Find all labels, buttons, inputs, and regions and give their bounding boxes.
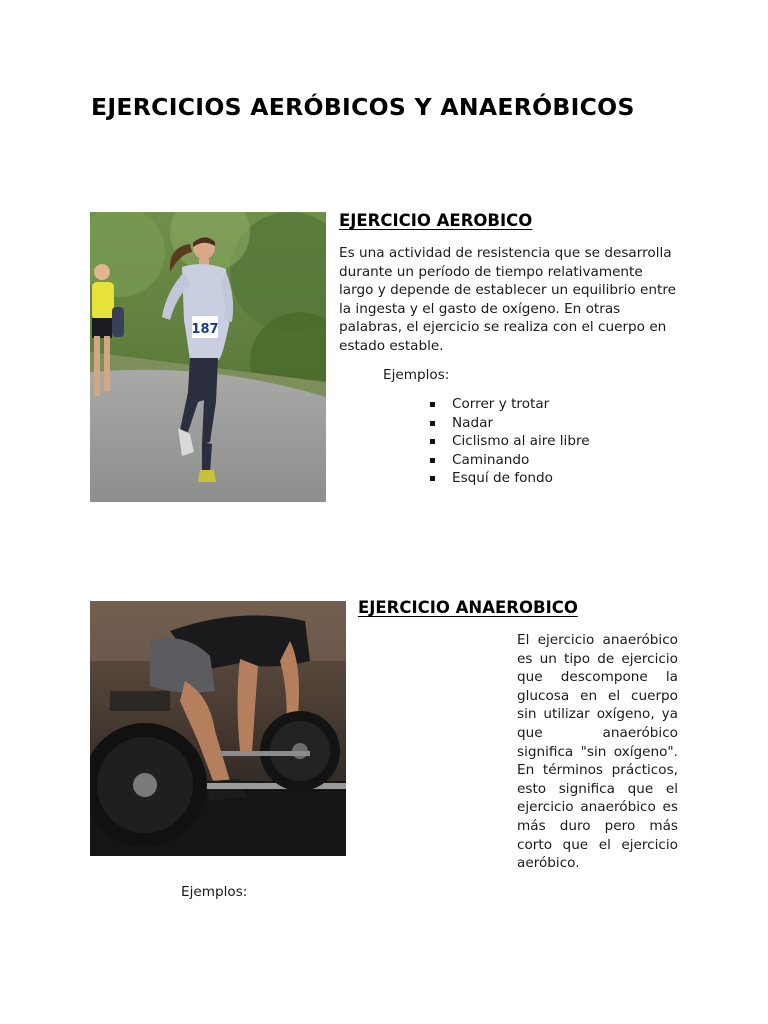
list-item: Caminando	[428, 451, 590, 470]
anaerobic-heading: EJERCICIO ANAEROBICO	[358, 598, 578, 617]
weightlifter-photo	[90, 601, 346, 856]
list-item: Ciclismo al aire libre	[428, 432, 590, 451]
bib-number: 187	[191, 322, 219, 337]
list-item: Esquí de fondo	[428, 469, 590, 488]
aerobic-description: Es una actividad de resistencia que se desarrolla durante un período de tiempo relativamente largo y depende de establecer un equilibrio entre la ingesta y el gasto de oxígeno. En otras palabras, el ejercicio se realiza con el cuerpo en estado estable.	[339, 245, 677, 354]
list-item: Nadar	[428, 414, 590, 433]
aerobic-heading: EJERCICIO AEROBICO	[339, 211, 533, 230]
anaerobic-examples-label: Ejemplos:	[181, 884, 248, 900]
aerobic-examples-label: Ejemplos:	[383, 367, 450, 383]
page-title: EJERCICIOS AERÓBICOS Y ANAERÓBICOS	[91, 93, 635, 121]
runner-photo	[90, 212, 326, 502]
aerobic-examples-list	[428, 395, 590, 488]
list-item: Correr y trotar	[428, 395, 590, 414]
anaerobic-description: El ejercicio anaeróbico es un tipo de ejercicio que descompone la glucosa en el cuerpo sin utilizar oxígeno, ya que anaeróbico significa "sin oxígeno". En términos prácticos, esto significa que el ejercicio anaeróbico es más duro pero más corto que el ejercicio aeróbico.	[517, 632, 678, 872]
